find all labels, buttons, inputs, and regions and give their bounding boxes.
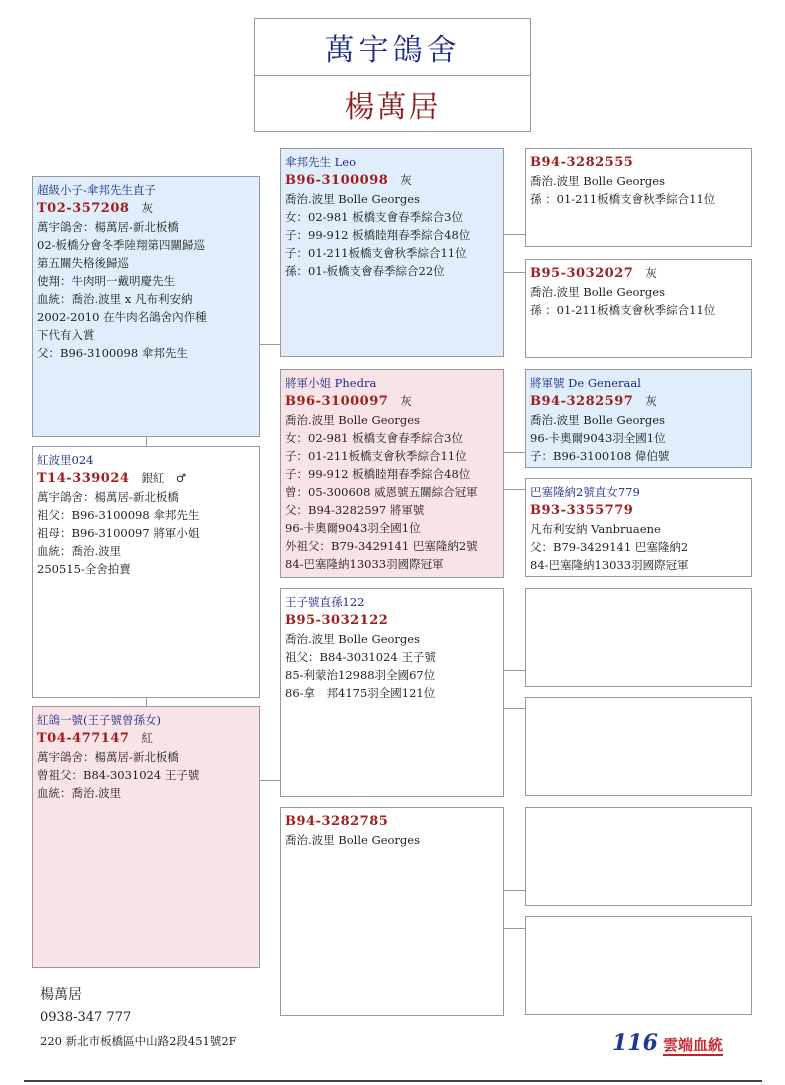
ring-number: B96-3100097 <box>285 394 389 409</box>
sire-card <box>280 148 504 357</box>
info-line: 曾：05-300608 威恩號五關綜合冠軍 <box>285 485 478 499</box>
connector <box>504 670 525 671</box>
info-line: 子：99-912 板橋睦翔春季綜合48位 <box>285 228 471 242</box>
bottom-rule <box>24 1080 762 1082</box>
info-line: 血統：喬治.波里 <box>37 544 122 558</box>
info-line: 喬治.波里 Bolle Georges <box>530 285 665 299</box>
info-line: 祖父：B84-3031024 王子號 <box>285 650 436 664</box>
grandparent-card <box>525 259 752 358</box>
logo-number: 116 <box>612 1030 658 1056</box>
info-line: 萬宇鴿舍：楊萬居-新北板橋 <box>37 220 179 234</box>
info-line: 祖母：B96-3100097 將軍小姐 <box>37 526 200 540</box>
logo-text: 雲端血統 <box>663 1036 724 1054</box>
pigeon-name: 巴塞隆納2號直女779 <box>530 485 640 499</box>
connector <box>146 436 147 446</box>
ring-number: B95-3032122 <box>285 613 389 628</box>
info-line: 使翔：牛肉明一戴明慶先生 <box>37 274 175 288</box>
info-line: 86-拿 邦4175羽全國121位 <box>285 686 436 700</box>
logo <box>612 1030 723 1056</box>
contact-address: 220 新北市板橋區中山路2段451號2F <box>40 1034 237 1048</box>
dam-card <box>280 369 504 578</box>
info-line: 子：01-211板橋支會秋季綜合11位 <box>285 449 467 463</box>
empty-grandparent-card <box>525 697 752 796</box>
grandparent-card <box>525 148 752 247</box>
info-line: 96-卡奧爾9043羽全國1位 <box>285 521 421 535</box>
info-line: 喬治.波里 Bolle Georges <box>285 833 420 847</box>
pigeon-name: 將軍號 De Generaal <box>530 376 641 390</box>
ring-number: B95-3032027 <box>530 266 634 281</box>
pigeon-name: 紅鴿一號(王子號曾孫女) <box>37 713 161 727</box>
info-line: 孫 ：01-211板橋支會秋季綜合11位 <box>530 192 716 206</box>
info-line: 萬宇鴿舍：楊萬居-新北板橋 <box>37 490 179 504</box>
info-line: 96-卡奧爾9043羽全國1位 <box>530 431 666 445</box>
info-line: 第五關失格後歸巡 <box>37 256 129 270</box>
pigeon-name: 超級小子-傘邦先生直子 <box>37 183 156 197</box>
pigeon-color: 灰 <box>400 394 412 408</box>
info-line: 250515-全舍拍賣 <box>37 562 131 576</box>
info-line: 女：02-981 板橋支會春季綜合3位 <box>285 210 463 224</box>
ring-number: T02-357208 <box>37 201 130 216</box>
info-line: 85-利蒙治12988羽全國67位 <box>285 668 436 682</box>
connector <box>504 234 525 235</box>
info-line: 父：B94-3282597 將軍號 <box>285 503 425 517</box>
title-box <box>254 18 531 132</box>
info-line: 血統：喬治.波里 x 凡布利安納 <box>37 292 193 306</box>
contact-phone: 0938-347 777 <box>40 1010 132 1025</box>
info-line: 02-板橋分會冬季陸翔第四關歸巡 <box>37 238 206 252</box>
pigeon-color: 灰 <box>400 173 412 187</box>
info-line: 子：99-912 板橋睦翔春季綜合48位 <box>285 467 471 481</box>
ring-number: T14-339024 <box>37 471 130 486</box>
info-line: 凡布利安納 Vanbruaene <box>530 522 661 536</box>
grandparent-card <box>525 478 752 577</box>
parent-card <box>280 588 504 797</box>
sibling-card <box>32 446 260 698</box>
parent-card <box>280 807 504 1016</box>
pigeon-color: 灰 <box>645 394 657 408</box>
connector <box>504 489 525 490</box>
info-line: 84-巴塞隆納13033羽國際冠軍 <box>530 558 689 572</box>
info-line: 喬治.波里 Bolle Georges <box>285 632 420 646</box>
pigeon-name: 傘邦先生 Leo <box>285 155 357 169</box>
info-line: 子：B96-3100108 偉伯號 <box>530 449 670 463</box>
info-line: 祖父：B96-3100098 傘邦先生 <box>37 508 200 522</box>
info-line: 喬治.波里 Bolle Georges <box>285 192 420 206</box>
info-line: 2002-2010 在牛肉名鴿舍內作種 <box>37 310 207 324</box>
connector <box>504 890 525 891</box>
pigeon-name: 將軍小姐 Phedra <box>285 376 377 390</box>
loft-name: 萬宇鴿舍 <box>255 19 530 76</box>
info-line: 女：02-981 板橋支會春季綜合3位 <box>285 431 463 445</box>
info-line: 下代有入賞 <box>37 328 95 342</box>
ring-number: B93-3355779 <box>530 503 634 518</box>
info-line: 父：B79-3429141 巴塞隆納2 <box>530 540 689 554</box>
empty-grandparent-card <box>525 588 752 687</box>
info-line: 孫 ：01-211板橋支會秋季綜合11位 <box>530 303 716 317</box>
pigeon-color: 銀紅 ♂ <box>141 471 187 485</box>
connector <box>146 698 147 706</box>
empty-grandparent-card <box>525 807 752 906</box>
owner-name: 楊萬居 <box>344 90 441 125</box>
pigeon-name: 紅波里024 <box>37 453 94 467</box>
pigeon-color: 紅 <box>141 731 153 745</box>
connector <box>504 272 525 273</box>
info-line: 喬治.波里 Bolle Georges <box>530 174 665 188</box>
connector <box>260 780 280 781</box>
ring-number: T04-477147 <box>37 731 130 746</box>
connector <box>504 452 525 453</box>
ring-number: B94-3282555 <box>530 155 634 170</box>
pigeon-name: 王子號直孫122 <box>285 595 365 609</box>
contact-name: 楊萬居 <box>40 987 82 1003</box>
info-line: 喬治.波里 Bolle Georges <box>530 413 665 427</box>
subject-card <box>32 176 260 437</box>
info-line: 血統：喬治.波里 <box>37 786 122 800</box>
info-line: 萬宇鴿舍：楊萬居-新北板橋 <box>37 750 179 764</box>
connector <box>504 708 525 709</box>
ring-number: B96-3100098 <box>285 173 389 188</box>
grandparent-card <box>525 369 752 468</box>
ring-number: B94-3282785 <box>285 814 389 829</box>
sibling-card <box>32 706 260 968</box>
info-line: 父：B96-3100098 傘邦先生 <box>37 346 188 360</box>
ring-number: B94-3282597 <box>530 394 634 409</box>
connector <box>260 344 280 345</box>
info-line: 孫：01-板橋支會春季綜合22位 <box>285 264 445 278</box>
pigeon-color: 灰 <box>141 201 153 215</box>
info-line: 84-巴塞隆納13033羽國際冠軍 <box>285 557 444 571</box>
empty-grandparent-card <box>525 916 752 1015</box>
connector <box>504 928 525 929</box>
info-line: 外祖父：B79-3429141 巴塞隆納2號 <box>285 539 478 553</box>
info-line: 曾祖父：B84-3031024 王子號 <box>37 768 200 782</box>
pigeon-color: 灰 <box>645 266 657 280</box>
info-line: 喬治.波里 Bolle Georges <box>285 413 420 427</box>
info-line: 子：01-211板橋支會秋季綜合11位 <box>285 246 467 260</box>
